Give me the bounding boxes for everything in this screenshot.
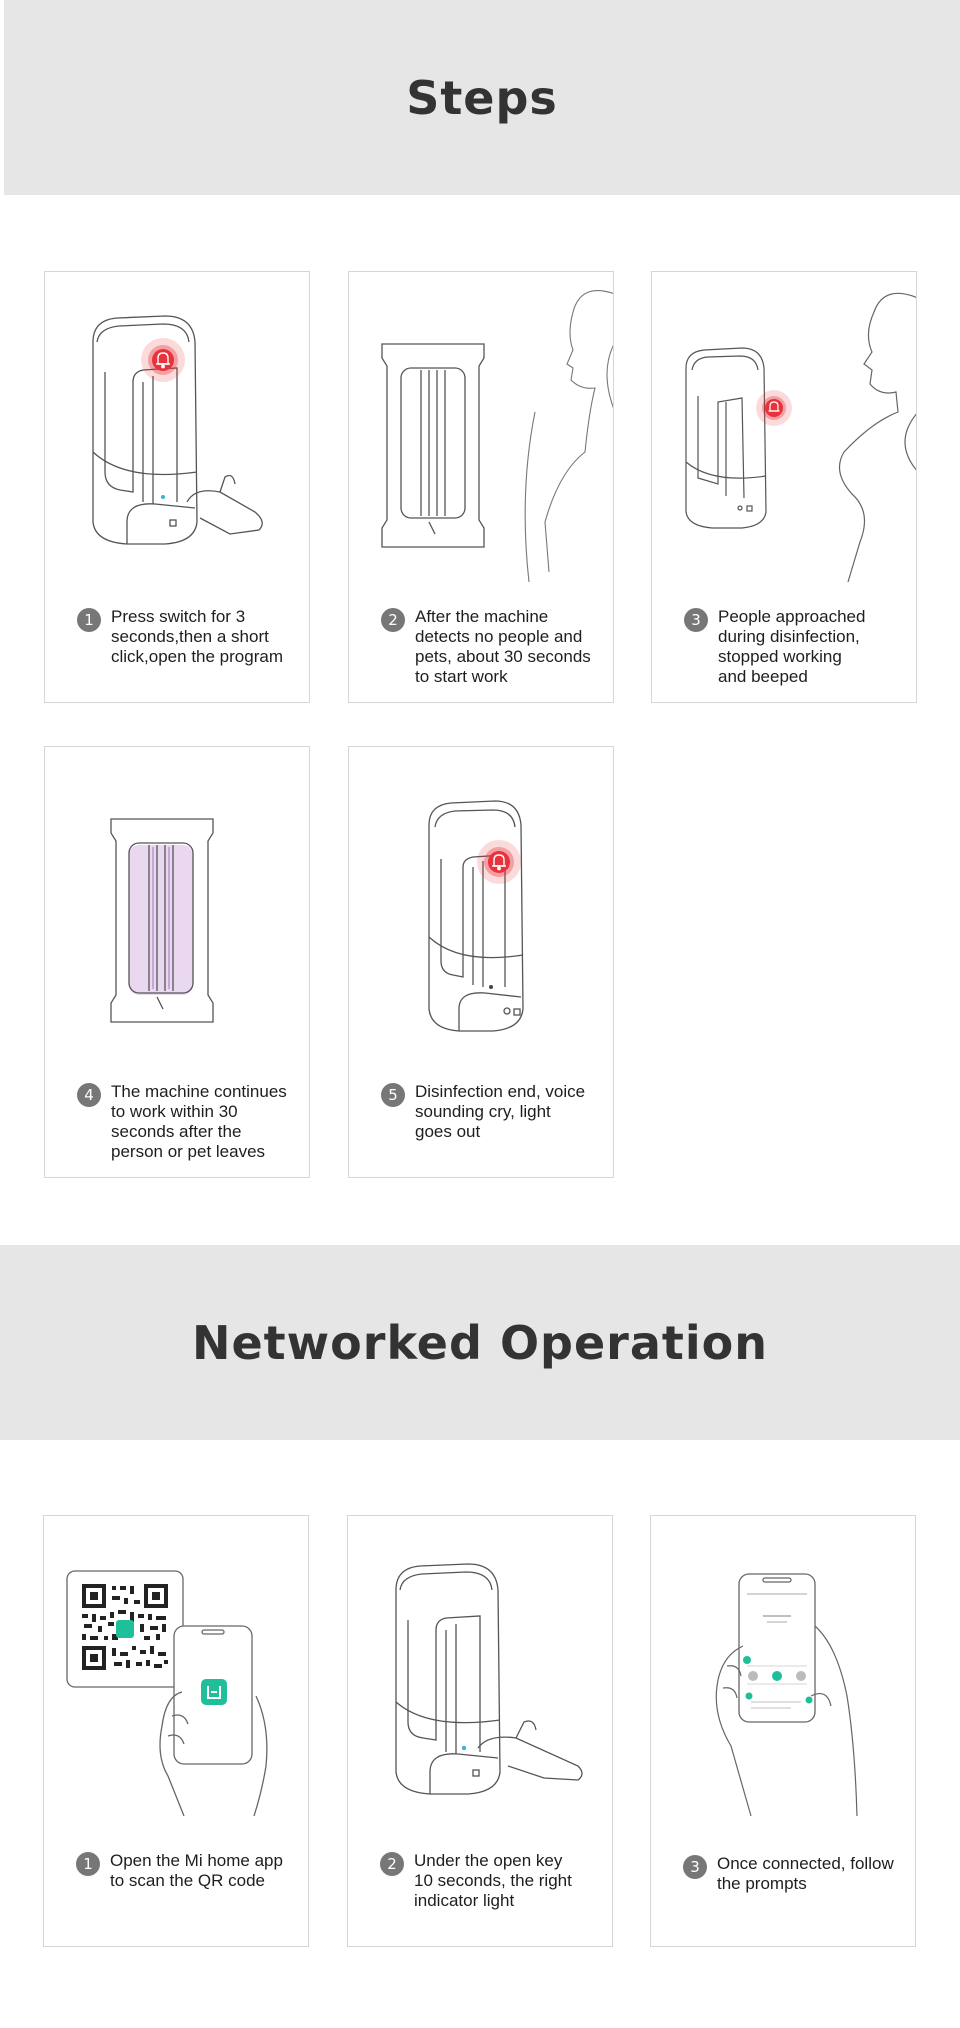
step-text: After the machine detects no people and pets, about 30 seconds to start work xyxy=(415,607,591,686)
step-text: Open the Mi home app to scan the QR code xyxy=(110,1851,283,1890)
steps-banner xyxy=(4,0,960,195)
step-number-badge: 2 xyxy=(380,1852,404,1876)
step-number-badge: 4 xyxy=(77,1083,101,1107)
app-connected-illustration xyxy=(651,1516,916,1846)
steps-title: Steps xyxy=(406,70,558,125)
step-number-badge: 1 xyxy=(76,1852,100,1876)
device-uv-working-illustration xyxy=(45,747,310,1077)
step-text: Press switch for 3 seconds,then a short click,open the program xyxy=(111,607,283,666)
step-number-badge: 3 xyxy=(683,1855,707,1879)
step-caption-2 xyxy=(381,607,605,687)
step-caption-3 xyxy=(684,607,908,687)
network-card-3 xyxy=(650,1515,916,1947)
step-text: Disinfection end, voice sounding cry, light goes out xyxy=(415,1082,586,1141)
step-card-1 xyxy=(44,271,310,703)
device-approach-illustration xyxy=(652,272,917,602)
device-detect-illustration xyxy=(349,272,614,602)
step-caption-1 xyxy=(77,607,301,667)
network-caption-3 xyxy=(683,1854,907,1894)
networked-title: Networked Operation xyxy=(191,1315,769,1370)
step-card-3 xyxy=(651,271,917,703)
step-number-badge: 2 xyxy=(381,608,405,632)
step-card-5 xyxy=(348,746,614,1178)
step-card-4 xyxy=(44,746,310,1178)
hold-open-key-illustration xyxy=(348,1516,613,1846)
step-card-2 xyxy=(348,271,614,703)
network-card-1 xyxy=(43,1515,309,1947)
step-text: Under the open key 10 seconds, the right indicator light xyxy=(414,1851,572,1910)
step-number-badge: 1 xyxy=(77,608,101,632)
device-press-switch-illustration xyxy=(45,272,310,602)
network-caption-2 xyxy=(380,1851,604,1911)
step-number-badge: 5 xyxy=(381,1083,405,1107)
network-card-2 xyxy=(347,1515,613,1947)
step-text: The machine continues to work within 30 seconds after the person or pet leaves xyxy=(111,1082,287,1161)
scan-qr-illustration xyxy=(44,1516,309,1846)
step-caption-4 xyxy=(77,1082,301,1162)
network-caption-1 xyxy=(76,1851,300,1891)
device-disinfection-end-illustration xyxy=(349,747,614,1077)
step-caption-5 xyxy=(381,1082,605,1142)
step-number-badge: 3 xyxy=(684,608,708,632)
step-text: People approached during disinfection, stopped working and beeped xyxy=(718,607,866,686)
networked-banner xyxy=(0,1245,960,1440)
step-text: Once connected, follow the prompts xyxy=(717,1854,894,1893)
